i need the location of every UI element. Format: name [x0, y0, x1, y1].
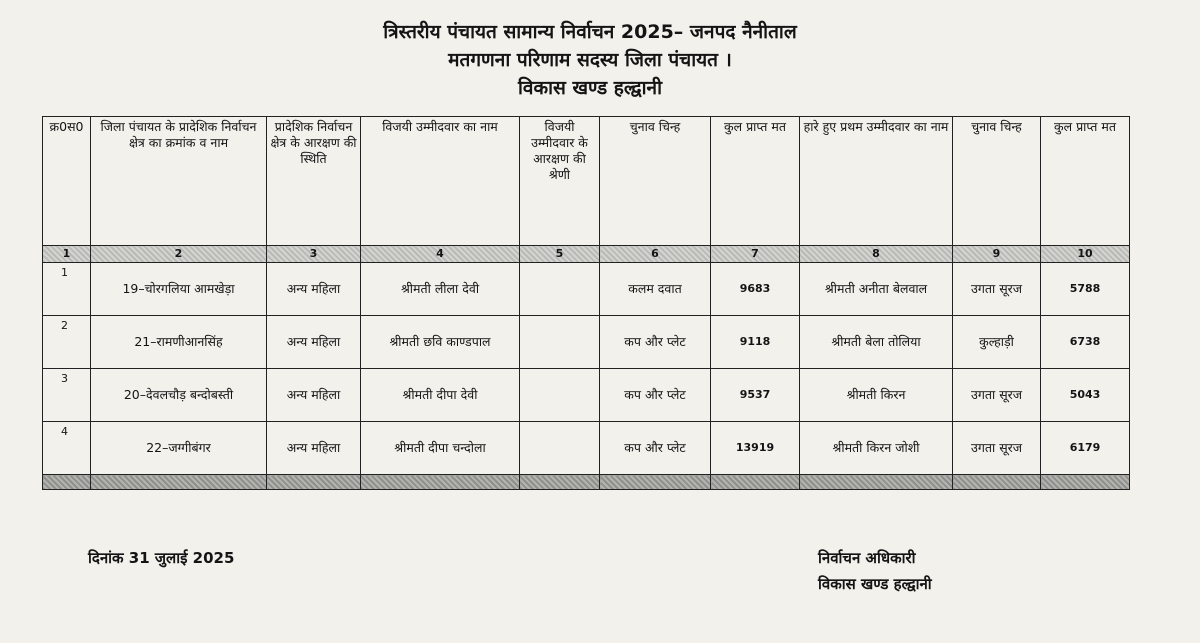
- runner-votes-cell: 5043: [1041, 369, 1130, 422]
- reservation-cell: अन्य महिला: [267, 263, 361, 316]
- winner-votes-cell: 9683: [711, 263, 800, 316]
- table-row: [43, 263, 1130, 316]
- results-table: [42, 116, 1130, 490]
- header-runner-symbol: चुनाव चिन्ह: [953, 117, 1041, 246]
- winner-symbol-cell: कप और प्लेट: [600, 316, 711, 369]
- document-title: [0, 18, 1200, 102]
- runner-up-cell: श्रीमती बेला तोलिया: [800, 316, 953, 369]
- winner-cell: श्रीमती छवि काण्डपाल: [361, 316, 520, 369]
- winner-cell: श्रीमती लीला देवी: [361, 263, 520, 316]
- runner-votes-cell: 6738: [1041, 316, 1130, 369]
- runner-symbol-cell: उगता सूरज: [953, 369, 1041, 422]
- header-row: [43, 117, 1130, 246]
- runner-up-cell: श्रीमती किरन: [800, 369, 953, 422]
- header-winner-votes: कुल प्राप्त मत: [711, 117, 800, 246]
- table-row: [43, 422, 1130, 475]
- constituency-cell: 20–देवलचौड़ बन्दोबस्ती: [91, 369, 267, 422]
- winner-cell: श्रीमती दीपा चन्दोला: [361, 422, 520, 475]
- shaded-cell: [43, 475, 91, 490]
- header-serial: क्र0स0: [43, 117, 91, 246]
- document-date: दिनांक 31 जुलाई 2025: [88, 549, 235, 567]
- shaded-cell: [520, 475, 600, 490]
- header-winner-category: विजयी उम्मीदवार के आरक्षण की श्रेणी: [520, 117, 600, 246]
- runner-symbol-cell: उगता सूरज: [953, 263, 1041, 316]
- column-number: 6: [600, 246, 711, 263]
- winner-votes-cell: 9118: [711, 316, 800, 369]
- reservation-cell: अन्य महिला: [267, 369, 361, 422]
- column-number: 10: [1041, 246, 1130, 263]
- constituency-cell: 21–रामणीआनसिंह: [91, 316, 267, 369]
- winner-category-cell: [520, 316, 600, 369]
- header-winner: विजयी उम्मीदवार का नाम: [361, 117, 520, 246]
- header-reservation: प्रादेशिक निर्वाचन क्षेत्र के आरक्षण की स्थिति: [267, 117, 361, 246]
- table-footer-band: [43, 475, 1130, 490]
- winner-symbol-cell: कप और प्लेट: [600, 369, 711, 422]
- runner-up-cell: श्रीमती अनीता बेलवाल: [800, 263, 953, 316]
- serial-cell: 1: [43, 263, 91, 316]
- constituency-cell: 22–जग्गीबंगर: [91, 422, 267, 475]
- shaded-cell: [361, 475, 520, 490]
- runner-up-cell: श्रीमती किरन जोशी: [800, 422, 953, 475]
- table-row: [43, 316, 1130, 369]
- winner-symbol-cell: कप और प्लेट: [600, 422, 711, 475]
- winner-category-cell: [520, 369, 600, 422]
- winner-votes-cell: 13919: [711, 422, 800, 475]
- shaded-cell: [267, 475, 361, 490]
- title-line-3: विकास खण्ड हल्द्वानी: [518, 77, 662, 99]
- column-number: 5: [520, 246, 600, 263]
- constituency-cell: 19–चोरगलिया आमखेड़ा: [91, 263, 267, 316]
- shaded-cell: [600, 475, 711, 490]
- runner-votes-cell: 5788: [1041, 263, 1130, 316]
- winner-category-cell: [520, 263, 600, 316]
- header-runner-votes: कुल प्राप्त मत: [1041, 117, 1130, 246]
- header-constituency: जिला पंचायत के प्रादेशिक निर्वाचन क्षेत्र का क्रमांक व नाम: [91, 117, 267, 246]
- column-number-row: [43, 246, 1130, 263]
- winner-cell: श्रीमती दीपा देवी: [361, 369, 520, 422]
- table-row: [43, 369, 1130, 422]
- shaded-cell: [711, 475, 800, 490]
- header-winner-symbol: चुनाव चिन्ह: [600, 117, 711, 246]
- shaded-cell: [800, 475, 953, 490]
- title-line-1: त्रिस्तरीय पंचायत सामान्य निर्वाचन 2025– जनपद नैनीताल: [383, 21, 797, 43]
- serial-cell: 4: [43, 422, 91, 475]
- column-number: 2: [91, 246, 267, 263]
- officer-block: विकास खण्ड हल्द्वानी: [818, 575, 932, 593]
- serial-cell: 3: [43, 369, 91, 422]
- column-number: 7: [711, 246, 800, 263]
- signature-block: [818, 545, 932, 597]
- winner-category-cell: [520, 422, 600, 475]
- column-number: 8: [800, 246, 953, 263]
- reservation-cell: अन्य महिला: [267, 316, 361, 369]
- header-runner-up: हारे हुए प्रथम उम्मीदवार का नाम: [800, 117, 953, 246]
- runner-symbol-cell: कुल्हाड़ी: [953, 316, 1041, 369]
- column-number: 9: [953, 246, 1041, 263]
- column-number: 3: [267, 246, 361, 263]
- runner-symbol-cell: उगता सूरज: [953, 422, 1041, 475]
- serial-cell: 2: [43, 316, 91, 369]
- column-number: 4: [361, 246, 520, 263]
- officer-title: निर्वाचन अधिकारी: [818, 549, 916, 567]
- shaded-cell: [1041, 475, 1130, 490]
- title-line-2: मतगणना परिणाम सदस्य जिला पंचायत ।: [448, 49, 732, 71]
- column-number: 1: [43, 246, 91, 263]
- shaded-cell: [91, 475, 267, 490]
- reservation-cell: अन्य महिला: [267, 422, 361, 475]
- runner-votes-cell: 6179: [1041, 422, 1130, 475]
- winner-symbol-cell: कलम दवात: [600, 263, 711, 316]
- winner-votes-cell: 9537: [711, 369, 800, 422]
- shaded-cell: [953, 475, 1041, 490]
